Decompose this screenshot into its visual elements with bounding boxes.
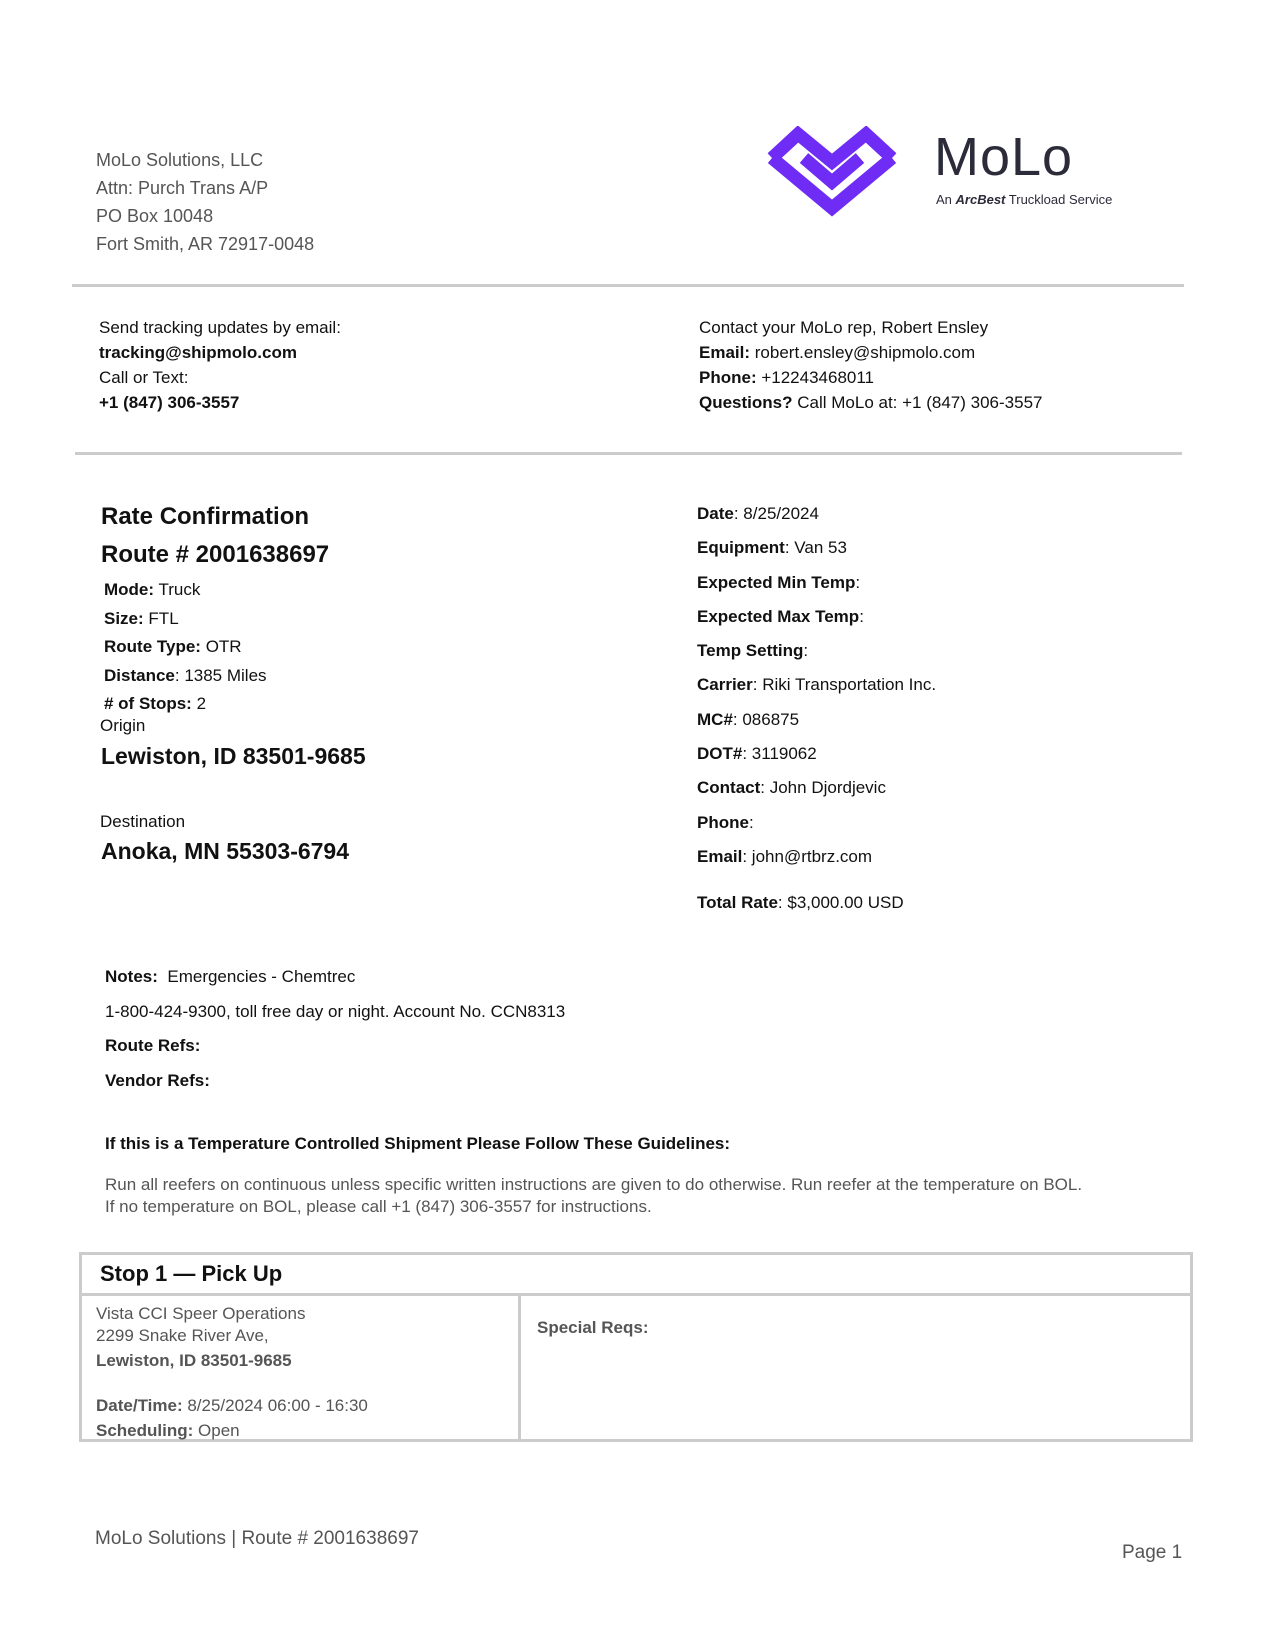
notes-row: Notes: Emergencies - Chemtrec bbox=[105, 967, 356, 986]
notes-section bbox=[105, 960, 565, 1098]
molo-logo-mark-icon bbox=[764, 126, 904, 222]
logo-tagline-prefix: An bbox=[936, 192, 952, 207]
company-po-box: PO Box 10048 bbox=[96, 206, 214, 226]
stop-1-scheduling-row: Scheduling: Open bbox=[96, 1421, 240, 1440]
rep-phone-row: Phone: +12243468011 bbox=[699, 368, 875, 387]
stop-1-address bbox=[96, 1303, 368, 1442]
header-divider bbox=[72, 284, 1184, 287]
page-number: Page 1 bbox=[1122, 1542, 1183, 1563]
stop-1-facility: Vista CCI Speer Operations bbox=[96, 1304, 306, 1323]
phone-row: Phone: bbox=[697, 812, 754, 832]
total-rate-row: Total Rate: $3,000.00 USD bbox=[697, 893, 904, 913]
guidelines-line1: Run all reefers on continuous unless specific written instructions are given to do otherwise. Run reefer at the temperature on BOL. bbox=[105, 1175, 1083, 1194]
min-temp-row: Expected Min Temp: bbox=[697, 572, 861, 592]
company-city: Fort Smith, AR 72917-0048 bbox=[96, 234, 315, 254]
rep-questions-row: Questions? Call MoLo at: +1 (847) 306-3557 bbox=[699, 393, 1043, 412]
size-row: Size: FTL bbox=[104, 608, 179, 628]
stop-1-table bbox=[79, 1252, 1193, 1442]
rep-info bbox=[699, 315, 1043, 415]
vendor-refs-label: Vendor Refs: bbox=[105, 1070, 210, 1090]
route-details bbox=[104, 576, 267, 719]
equipment-row: Equipment: Van 53 bbox=[697, 538, 847, 558]
email-row: Email: john@rtbrz.com bbox=[697, 846, 873, 866]
tracking-info bbox=[99, 315, 341, 415]
rep-email-row: Email: robert.ensley@shipmolo.com bbox=[699, 343, 976, 362]
tracking-call-label: Call or Text: bbox=[99, 368, 189, 387]
guidelines-line2: If no temperature on BOL, please call +1 (847) 306-3557 for instructions. bbox=[105, 1197, 652, 1216]
tracking-phone[interactable]: +1 (847) 306-3557 bbox=[99, 393, 240, 412]
stop-1-title: Stop 1 — Pick Up bbox=[100, 1261, 283, 1286]
guidelines-title: If this is a Temperature Controlled Shipment Please Follow These Guidelines: bbox=[105, 1134, 731, 1153]
footer-route: MoLo Solutions | Route # 2001638697 bbox=[95, 1528, 419, 1549]
stop-1-street: 2299 Snake River Ave, bbox=[96, 1326, 269, 1345]
guidelines-text bbox=[105, 1174, 1195, 1218]
distance-row: Distance: 1385 Miles bbox=[104, 665, 267, 685]
destination-value: Anoka, MN 55303-6794 bbox=[101, 838, 350, 864]
dot-row: DOT#: 3119062 bbox=[697, 744, 817, 764]
company-address bbox=[96, 146, 314, 258]
stop-1-column-divider bbox=[518, 1296, 521, 1442]
origin-label: Origin bbox=[100, 716, 146, 735]
company-name: MoLo Solutions, LLC bbox=[96, 150, 264, 170]
logo-tagline-suffix: Truckload Service bbox=[1008, 192, 1113, 207]
logo-wordmark: MoLo bbox=[934, 127, 1074, 187]
max-temp-row: Expected Max Temp: bbox=[697, 606, 864, 626]
contact-row: Contact: John Djordjevic bbox=[697, 778, 886, 798]
stop-1-special-reqs-label: Special Reqs: bbox=[537, 1318, 649, 1337]
rep-intro: Contact your MoLo rep, Robert Ensley bbox=[699, 318, 989, 337]
route-type-row: Route Type: OTR bbox=[104, 637, 242, 656]
page-title: Rate Confirmation bbox=[101, 503, 310, 530]
mode-row: Mode: Truck bbox=[104, 580, 201, 599]
rep-email[interactable]: robert.ensley@shipmolo.com bbox=[754, 343, 976, 362]
origin-value: Lewiston, ID 83501-9685 bbox=[101, 743, 366, 769]
tracking-intro: Send tracking updates by email: bbox=[99, 318, 341, 337]
shipment-details bbox=[697, 497, 936, 921]
stop-1-datetime-row: Date/Time: 8/25/2024 06:00 - 16:30 bbox=[96, 1396, 368, 1415]
stop-1-city: Lewiston, ID 83501-9685 bbox=[96, 1351, 292, 1370]
rep-phone[interactable]: +12243468011 bbox=[761, 368, 875, 387]
temp-setting-row: Temp Setting: bbox=[697, 641, 809, 661]
date-row: Date: 8/25/2024 bbox=[697, 504, 819, 523]
carrier-row: Carrier: Riki Transportation Inc. bbox=[697, 675, 937, 695]
tracking-email[interactable]: tracking@shipmolo.com bbox=[99, 343, 297, 362]
destination-label: Destination bbox=[100, 812, 186, 831]
rep-questions: Call MoLo at: +1 (847) 306-3557 bbox=[797, 393, 1043, 412]
mc-row: MC#: 086875 bbox=[697, 709, 800, 729]
route-number: Route # 2001638697 bbox=[101, 541, 330, 568]
route-refs-label: Route Refs: bbox=[105, 1036, 201, 1055]
rate-confirmation-header bbox=[101, 498, 329, 574]
contact-divider bbox=[75, 452, 1182, 455]
logo-tagline bbox=[936, 192, 1112, 207]
logo-tagline-brand: ArcBest bbox=[955, 192, 1006, 207]
molo-logo bbox=[776, 126, 1146, 222]
company-attn: Attn: Purch Trans A/P bbox=[96, 178, 269, 198]
stops-row: # of Stops: 2 bbox=[104, 694, 207, 713]
stop-1-header bbox=[82, 1255, 1190, 1296]
notes-line2: 1-800-424-9300, toll free day or night. Account No. CCN8313 bbox=[105, 1001, 566, 1021]
